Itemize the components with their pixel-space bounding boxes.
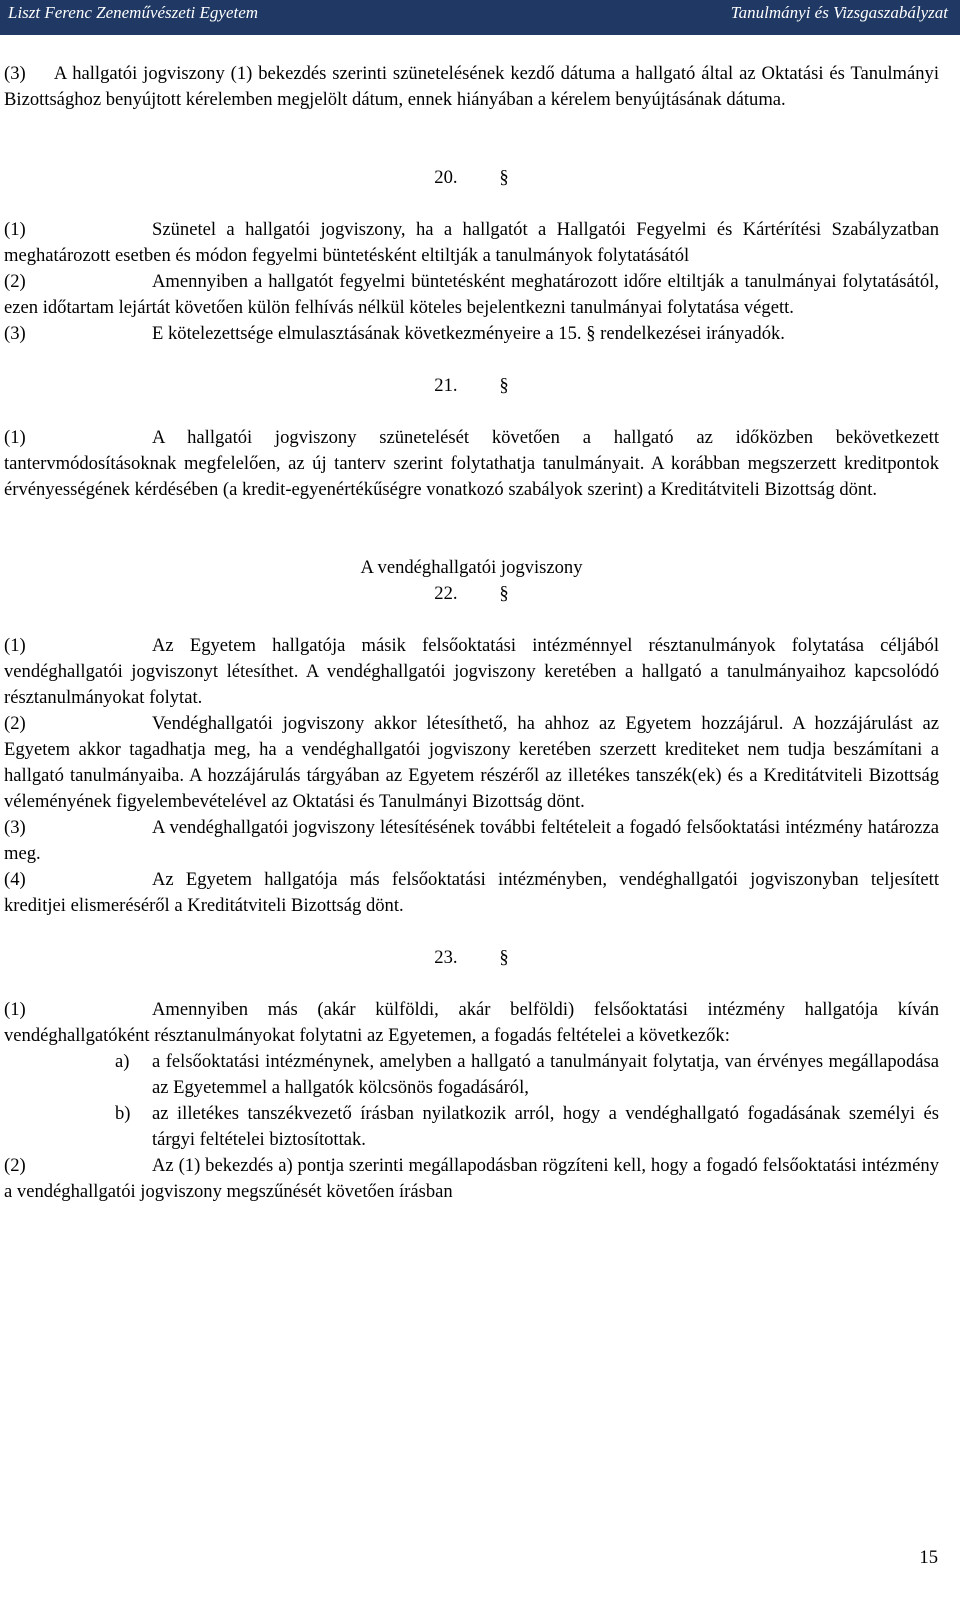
paragraph-22-2: (2) Vendéghallgatói jogviszony akkor létesíthető, ha ahhoz az Egyetem hozzájárul. A hozzájárulást az Egyetem akkor tagadhatja meg, ha a vendéghallgatói jogviszony keretében szerzett krediteket nem tudja beszámítani a hallgató tanulmányaiba. A hozzájárulás tárgyában az Egyetem részéről az illetékes tanszék(ek) és a Kreditátviteli Bizottság véleményének figyelembevételével az Oktatási és Tanulmányi Bizottság dönt.	[4, 713, 939, 812]
paragraph-20-2: (2) Amennyiben a hallgatót fegyelmi büntetésként meghatározott időre eltiltják a tanulmányai folytatásától, ezen időtartam lejártát követően külön felhívás nélkül köteles bejelentkezni tanulmányai folytatása végett.	[4, 271, 939, 318]
paragraph-23-1: (1) Amennyiben más (akár külföldi, akár belföldi) felsőoktatási intézmény hallgatója kíván vendéghallgatóként résztanulmányokat folytatni az Egyetemen, a fogadás feltételei a következők:	[4, 999, 939, 1046]
paragraph-23-2: (2) Az (1) bekezdés a) pontja szerinti megállapodásban rögzíteni kell, hogy a fogadó felsőoktatási intézmény a vendéghallgatói jogviszony megszűnését követően írásban	[4, 1155, 939, 1202]
section-22-heading: 22. §	[434, 583, 509, 604]
section-sign: §	[586, 323, 596, 344]
section-21-heading: 21. §	[434, 375, 509, 396]
paragraph-20-3: (3) E kötelezettsége elmulasztásának következményeire a 15. § rendelkezései irányadók.	[4, 323, 785, 344]
page-number: 15	[919, 1547, 938, 1568]
section-sign: §	[499, 583, 509, 604]
document-body	[4, 61, 939, 1205]
section-sign: §	[499, 167, 509, 188]
paragraph-19-3: (3) A hallgatói jogviszony (1) bekezdés szerinti szünetelésének kezdő dátuma a hallgató által az Oktatási és Tanulmányi Bizottsághoz benyújtott kérelemben megjelölt dátum, ennek hiányában a kérelem benyújtásának dátuma.	[4, 63, 940, 110]
paragraph-22-1: (1) Az Egyetem hallgatója másik felsőoktatási intézménnyel résztanulmányok folytatása céljából vendéghallgatói jogviszonyt létesíthet. A vendéghallgatói jogviszony keretében a hallgató a tanulmányaihoz kapcsolódó résztanulmányokat folytat.	[4, 635, 939, 708]
list-item-a: a) a felsőoktatási intézménynek, amelyben a hallgató a tanulmányait folytatja, van érvényes megállapodása az Egyetemmel a hallgatók kölcsönös fogadásáról,	[115, 1049, 939, 1101]
list-item-b: b) az illetékes tanszékvezető írásban nyilatkozik arról, hogy a vendéghallgató fogadásának személyi és tárgyi feltételei biztosítottak.	[115, 1101, 939, 1153]
paragraph-number: (3)	[4, 63, 26, 84]
list-label: b)	[115, 1103, 131, 1124]
header-university: Liszt Ferenc Zeneművészeti Egyetem	[8, 3, 259, 22]
paragraph-21-1: (1) A hallgatói jogviszony szünetelését követően a hallgató az időközben bekövetkezett tantervmódosításoknak megfelelően, az új tanterv szerint folytathatja tanulmányait. A korábban megszerzett kreditpontok érvényességének kérdésében (a kredit-egyenértékűségre vonatkozó szabályok szerint) a Kreditátviteli Bizottság dönt.	[4, 427, 939, 500]
paragraph-20-1: (1) Szünetel a hallgatói jogviszony, ha a hallgatót a Hallgatói Fegyelmi és Kártérítési Szabályzatban meghatározott esetben és módon fegyelmi büntetésként eltiltják a tanulmányok folytatásától	[4, 219, 939, 266]
paragraph-22-4: (4) Az Egyetem hallgatója más felsőoktatási intézményben, vendéghallgatói jogviszonyban teljesített kreditjei elismeréséről a Kreditátviteli Bizottság dönt.	[4, 869, 939, 916]
paragraph-22-3: (3) A vendéghallgatói jogviszony létesítésének további feltételeit a fogadó felsőoktatási intézmény határozza meg.	[4, 817, 939, 864]
section-23-heading: 23. §	[434, 947, 509, 968]
list-label: a)	[115, 1051, 130, 1072]
header-document-title: Tanulmányi és Vizsgaszabályzat	[730, 3, 948, 22]
page-header	[0, 0, 960, 35]
section-20-heading: 20. §	[434, 167, 509, 188]
chapter-heading-guest-student: A vendéghallgatói jogviszony	[360, 557, 583, 578]
section-sign: §	[499, 947, 509, 968]
section-sign: §	[499, 375, 509, 396]
